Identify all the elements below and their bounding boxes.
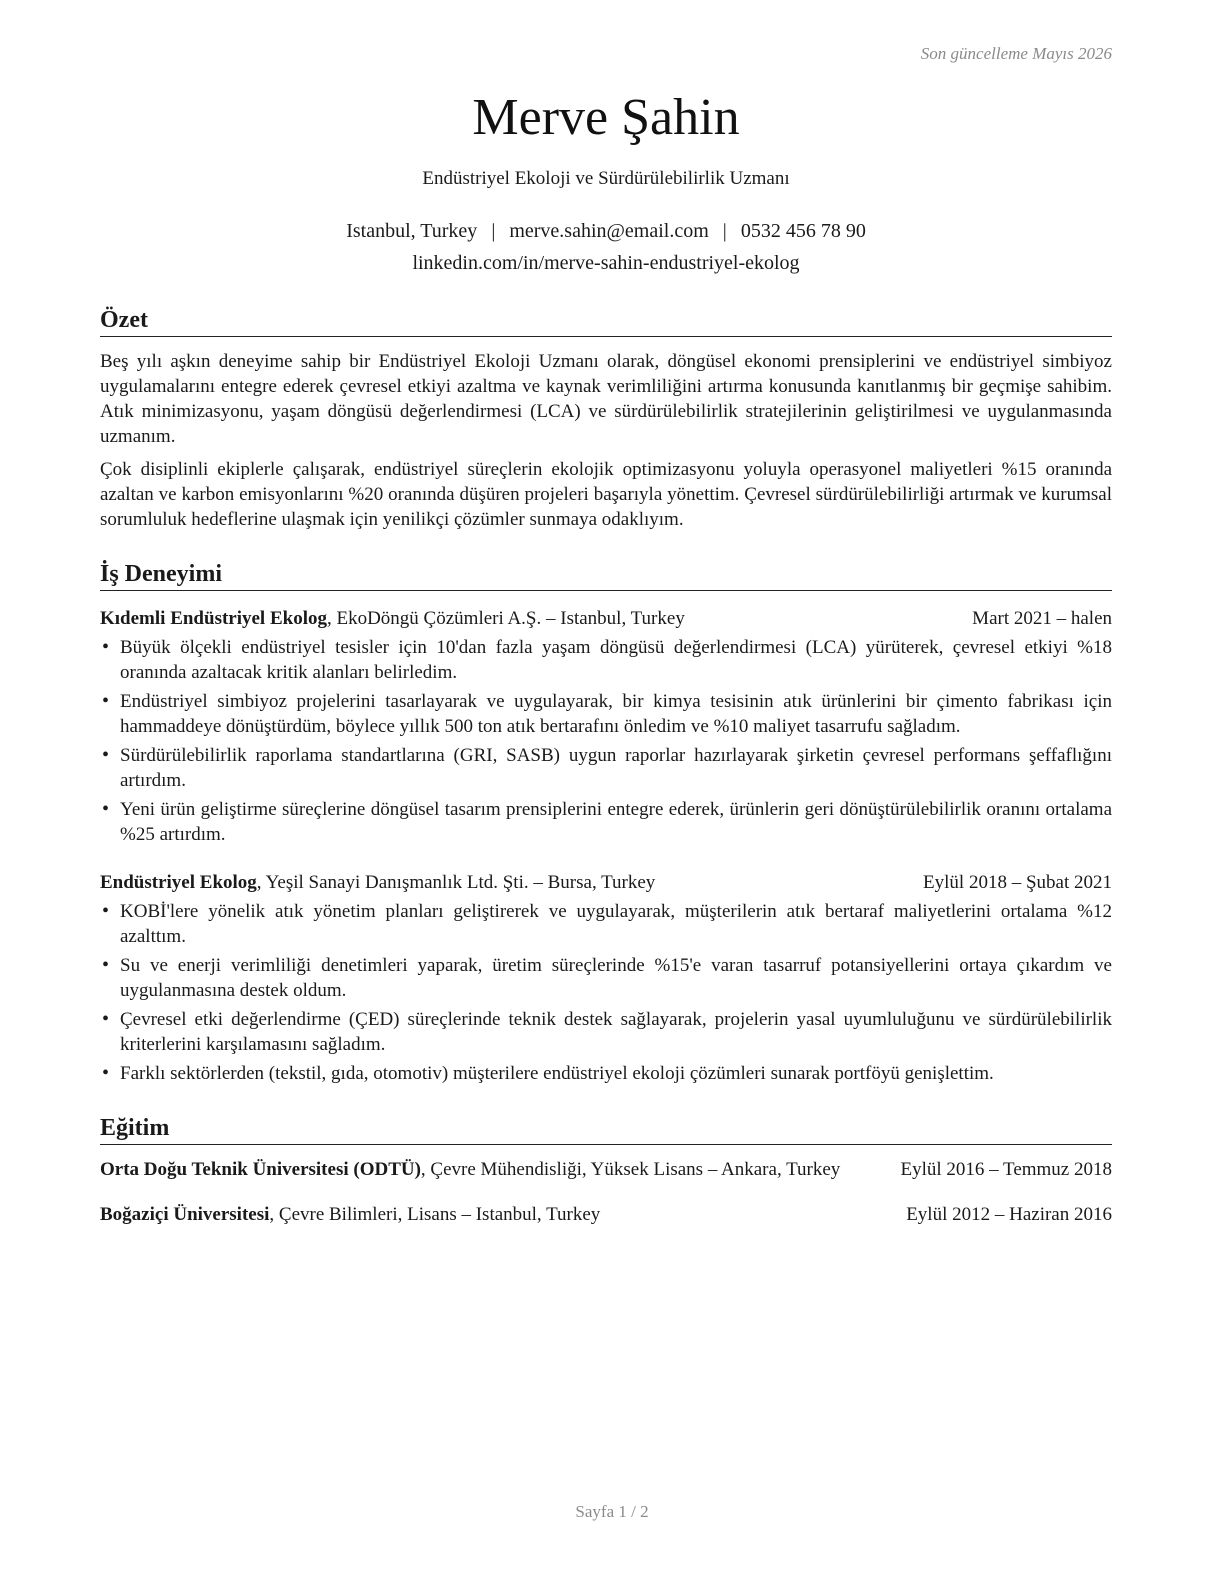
linkedin-link[interactable]: linkedin.com/in/merve-sahin-endustriyel-ekolog bbox=[412, 252, 800, 274]
job-company: , EkoDöngü Çözümleri A.Ş. – Istanbul, Turkey bbox=[326, 608, 685, 629]
job-bullet: • Endüstriyel simbiyoz projelerini tasarlayarak ve uygulayarak, bir kimya tesisinin atık ürünlerini bir çimento fabrikası için hammaddeye dönüştürdüm, böylece yıllık 500 ton atık bertarafını önledim ve %10 maliyet tasarrufu sağladım. bbox=[100, 689, 1112, 739]
job-title-company bbox=[100, 869, 655, 897]
job-entry bbox=[100, 605, 1112, 847]
section-heading-experience: İş Deneyimi bbox=[100, 560, 1112, 591]
summary-section bbox=[100, 306, 1112, 532]
job-entry bbox=[100, 869, 1112, 1086]
contact-separator: | bbox=[491, 220, 496, 242]
education-header bbox=[100, 1202, 1112, 1227]
education-school-detail bbox=[100, 1157, 900, 1182]
education-section bbox=[100, 1114, 1112, 1227]
education-dates: Eylül 2016 – Temmuz 2018 bbox=[900, 1159, 1112, 1180]
section-heading-summary: Özet bbox=[100, 306, 1112, 337]
job-bullets bbox=[100, 899, 1112, 1086]
contact-line bbox=[100, 216, 1112, 246]
summary-paragraph: Çok disiplinli ekiplerle çalışarak, endüstriyel süreçlerin ekolojik optimizasyonu yoluyla operasyonel maliyetleri %15 oranında azaltan ve karbon emisyonlarını %20 oranında düşüren projeleri başarıyla yönettim. Çevresel sürdürülebilirliği artırmak ve kurumsal sorumluluk hedeflerine ulaşmak için yenilikçi çözümler sunmaya odaklıyım. bbox=[100, 459, 1112, 530]
contact-separator: | bbox=[722, 220, 727, 242]
education-entry bbox=[100, 1157, 1112, 1182]
education-dates: Eylül 2012 – Haziran 2016 bbox=[906, 1204, 1112, 1225]
education-header bbox=[100, 1157, 1112, 1182]
section-heading-education: Eğitim bbox=[100, 1114, 1112, 1145]
job-bullet: • Büyük ölçekli endüstriyel tesisler için 10'dan fazla yaşam döngüsü değerlendirmesi (LCA) yürüterek, çevresel etkiyi %18 oranında azaltacak kritik alanları belirledim. bbox=[100, 635, 1112, 685]
education-school-detail bbox=[100, 1202, 906, 1227]
education-detail: , Çevre Bilimleri, Lisans – Istanbul, Turkey bbox=[269, 1204, 601, 1225]
job-bullets bbox=[100, 635, 1112, 847]
job-role: Kıdemli Endüstriyel Ekolog bbox=[100, 608, 327, 629]
education-entry bbox=[100, 1202, 1112, 1227]
summary-paragraph: Beş yılı aşkın deneyime sahip bir Endüstriyel Ekoloji Uzmanı olarak, döngüsel ekonomi prensiplerini ve endüstriyel simbiyoz uygulamalarını entegre ederek çevresel etkiyi azaltma ve kaynak verimliliğini artırma konusunda kanıtlanmış bir geçmişe sahibim. Atık minimizasyonu, yaşam döngüsü değerlendirmesi (LCA) ve sürdürülebilirlik stratejilerinin geliştirilmesi ve uygulanmasında uzmanım. bbox=[100, 351, 1112, 447]
candidate-name: Merve Şahin bbox=[472, 89, 740, 146]
job-dates: Mart 2021 – halen bbox=[972, 608, 1112, 629]
experience-section bbox=[100, 560, 1112, 1086]
contact-phone[interactable]: 0532 456 78 90 bbox=[740, 220, 866, 242]
job-role: Endüstriyel Ekolog bbox=[100, 872, 257, 893]
job-header bbox=[100, 869, 1112, 897]
contact-location: Istanbul, Turkey bbox=[346, 220, 478, 242]
job-bullet: • Sürdürülebilirlik raporlama standartlarına (GRI, SASB) uygun raporlar hazırlayarak şirketin çevresel performans şeffaflığını artırdım. bbox=[100, 743, 1112, 793]
education-school: Boğaziçi Üniversitesi bbox=[100, 1204, 270, 1225]
job-bullet: • Farklı sektörlerden (tekstil, gıda, otomotiv) müşterilere endüstriyel ekoloji çözümleri sunarak portföyü genişlettim. bbox=[100, 1061, 1112, 1086]
page-number: Sayfa 1 / 2 bbox=[575, 1502, 649, 1521]
last-updated: Son güncelleme Mayıs 2026 bbox=[920, 44, 1112, 63]
job-header bbox=[100, 605, 1112, 633]
education-school: Orta Doğu Teknik Üniversitesi (ODTÜ) bbox=[100, 1159, 421, 1180]
education-detail: , Çevre Mühendisliği, Yüksek Lisans – Ankara, Turkey bbox=[420, 1159, 841, 1180]
contact-email[interactable]: merve.sahin@email.com bbox=[509, 220, 709, 242]
job-bullet: • KOBİ'lere yönelik atık yönetim planları geliştirerek ve uygulayarak, müşterilerin atık bertaraf maliyetlerini ortalama %12 azalttım. bbox=[100, 899, 1112, 949]
job-company: , Yeşil Sanayi Danışmanlık Ltd. Şti. – Bursa, Turkey bbox=[256, 872, 656, 893]
job-bullet: • Çevresel etki değerlendirme (ÇED) süreçlerinde teknik destek sağlayarak, projelerin yasal uyumluluğunu ve sürdürülebilirlik kriterlerini karşılamasını sağladım. bbox=[100, 1007, 1112, 1057]
job-bullet: • Su ve enerji verimliliği denetimleri yaparak, üretim süreçlerinde %15'e varan tasarruf potansiyellerini ortaya çıkardım ve uygulanmasına destek oldum. bbox=[100, 953, 1112, 1003]
job-bullet: • Yeni ürün geliştirme süreçlerine döngüsel tasarım prensiplerini entegre ederek, ürünlerin geri dönüştürülebilirlik oranını ortalama %25 artırdım. bbox=[100, 797, 1112, 847]
job-title-company bbox=[100, 605, 685, 633]
job-dates: Eylül 2018 – Şubat 2021 bbox=[923, 872, 1112, 893]
candidate-title: Endüstriyel Ekoloji ve Sürdürülebilirlik Uzmanı bbox=[422, 168, 790, 189]
